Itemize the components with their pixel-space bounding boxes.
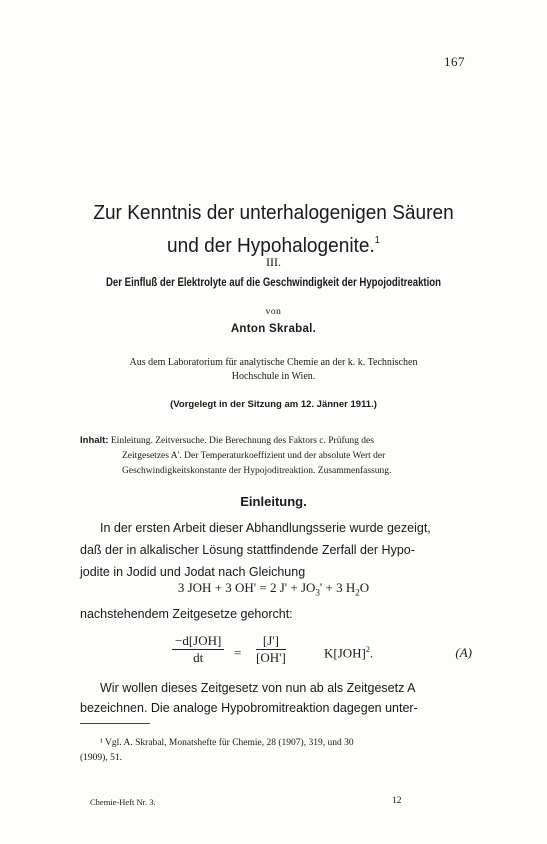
- article-title: [19, 199, 528, 260]
- footnote-rule: [80, 723, 150, 724]
- fraction-right: $\frac{[J']}{[OH']}$: [256, 633, 286, 665]
- affiliation: Aus dem Laboratorium für analytische Chemie an der k. k. Technischen Hochschule in Wien.: [129, 357, 418, 382]
- equation-label: (A): [455, 645, 472, 660]
- title-footnote-mark: 1: [374, 235, 380, 246]
- signature-right: 12: [392, 796, 402, 806]
- contents-label: Inhalt:: [80, 435, 109, 446]
- rate-law-equation: −d[JOH] dt = $\frac{[J']}{[OH']}$ K[JOH]$^2$. (A): [172, 633, 472, 673]
- reaction-equation: 3 JOH + 3 OH' = 2 $J' + JO_3' + 3$ $H_2O$: [177, 580, 370, 598]
- title-line-2: und der Hypohalogenite.$^1$: [167, 234, 380, 257]
- subtitle: Der Einfluß der Elektrolyte auf die Geschwindigkeit der Hypojoditreaktion: [106, 275, 441, 289]
- author-name: Anton Skrabal.: [230, 323, 317, 335]
- fraction-left: −d[JOH] dt: [172, 633, 224, 666]
- paragraph-2: Wir wollen dieses Zeitgesetz von nun ab als Zeitgesetz A bezeichnen. Die analoge Hypobromitreaktion dagegen unter-: [80, 681, 418, 715]
- contents-block: Inhalt: Einleitung. Zeitversuche. Die Berechnung des Faktors c. Prüfung des Zeitgesetzes A'. Der Temperaturkoeffizient und der absolute Wert der Geschwindigkeitskonstante der Hypojoditreaktion. Zusammenfassung.: [80, 435, 392, 476]
- section-heading: Einleitung.: [240, 494, 307, 509]
- k-term: K[JOH]$^2$.: [324, 645, 374, 661]
- part-number: III.: [266, 255, 281, 269]
- page-number: 167: [444, 54, 465, 69]
- signature-left: Chemie-Heft Nr. 3.: [90, 797, 156, 807]
- by-line: von: [265, 307, 282, 317]
- paragraph-1: In der ersten Arbeit dieser Abhandlungsserie wurde gezeigt, daß der in alkalischer Lösung stattfindende Zerfall der Hypo- jodite in Jodid und Jodat nach Gleichung: [80, 521, 431, 579]
- title-line-1: Zur Kenntnis der unterhalogenigen Säuren: [93, 201, 454, 224]
- presented-note: (Vorgelegt in der Sitzung am 12. Jänner 1911.): [170, 399, 377, 410]
- footnote: ¹ Vgl. A. Skrabal, Monatshefte für Chemie, 28 (1907), 319, und 30 (1909), 51.: [80, 738, 354, 763]
- obeys-line: nachstehendem Zeitgesetze gehorcht:: [80, 607, 293, 621]
